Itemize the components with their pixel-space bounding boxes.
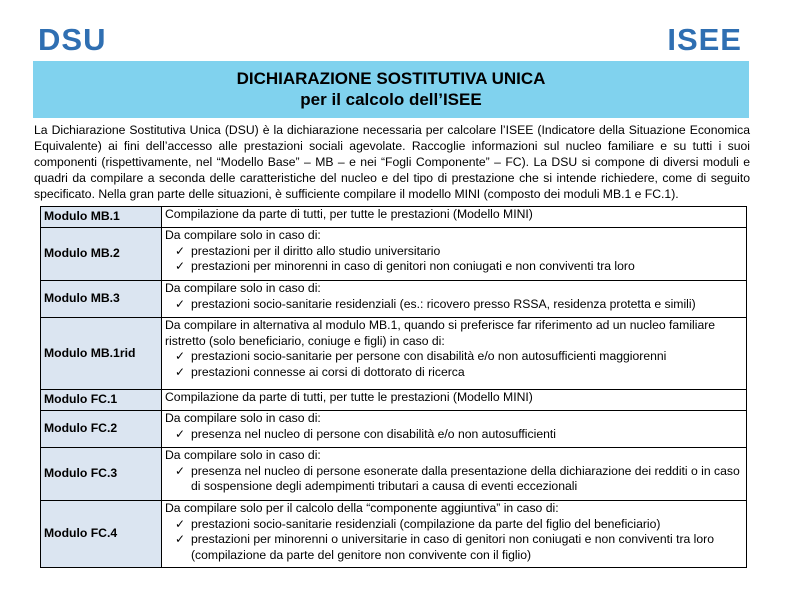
checkmark-icon: ✓ — [175, 364, 186, 379]
checklist-item — [165, 532, 743, 563]
table-row — [41, 207, 747, 228]
table-row — [41, 501, 747, 568]
module-name: Modulo MB.3 — [41, 281, 162, 318]
module-text: Da compilare solo in caso di: — [165, 448, 321, 462]
table-row — [41, 318, 747, 390]
header — [38, 22, 742, 62]
checkmark-icon: ✓ — [175, 516, 186, 531]
checkmark-icon: ✓ — [175, 426, 186, 441]
module-name: Modulo FC.2 — [41, 411, 162, 448]
checklist-item-text: prestazioni per il diritto allo studio universitario — [191, 243, 441, 258]
checklist-item — [165, 244, 743, 260]
table-row — [41, 228, 747, 281]
module-description — [162, 411, 747, 448]
checkmark-icon: ✓ — [175, 243, 186, 258]
checklist-item-text: prestazioni socio-sanitarie residenziali (compilazione da parte del figlio del beneficiario) — [191, 516, 661, 531]
checklist-item-text: presenza nel nucleo di persone con disabilità e/o non autosufficienti — [191, 426, 556, 441]
checklist-item — [165, 365, 743, 381]
checklist-item — [165, 464, 743, 495]
module-name: Modulo MB.1 — [41, 207, 162, 228]
module-description — [162, 207, 747, 228]
checklist-item-text: presenza nel nucleo di persone esonerate dalla presentazione della dichiarazione dei redditi o in caso di sospensione degli adempimenti tributari a causa di eventi eccezionali — [191, 463, 740, 494]
module-text: Da compilare solo in caso di: — [165, 411, 321, 425]
module-name: Modulo FC.3 — [41, 448, 162, 501]
checklist-item — [165, 297, 743, 313]
module-description — [162, 281, 747, 318]
module-description — [162, 228, 747, 281]
title-banner — [33, 61, 749, 118]
checklist-item-text: prestazioni per minorenni in caso di genitori non coniugati e non conviventi tra loro — [191, 259, 635, 274]
table-row — [41, 390, 747, 411]
checklist-item — [165, 427, 743, 443]
module-text: Da compilare solo in caso di: — [165, 281, 321, 295]
module-name: Modulo MB.1rid — [41, 318, 162, 390]
module-name: Modulo MB.2 — [41, 228, 162, 281]
checklist-item — [165, 349, 743, 365]
checklist-item — [165, 517, 743, 533]
table-row — [41, 411, 747, 448]
modules-table — [40, 206, 747, 568]
table-row — [41, 448, 747, 501]
module-text: Da compilare solo per il calcolo della “componente aggiuntiva” in caso di: — [165, 501, 559, 515]
checkmark-icon: ✓ — [175, 259, 186, 274]
document-subtitle: per il calcolo dell’ISEE — [300, 90, 482, 109]
intro-paragraph: La Dichiarazione Sostitutiva Unica (DSU) è la dichiarazione necessaria per calcolare l’ISEE (Indicatore della Situazione Economica Equivalente) ai fini dell’accesso alle prestazioni sociali agevolate. Raccoglie informazioni sul nucleo familiare e su tutti i suoi componenti (rispettivamente, nel “Modello Base” – MB – e nei “Fogli Componente” – FC). La DSU si compone di diversi moduli e quadri da compilare a seconda delle caratteristiche del nucleo e del tipo di prestazione che si intende richiedere, come di seguito specificato. Nella gran parte delle situazioni, è sufficiente compilare il modello MINI (composto dei moduli MB.1 e FC.1). — [34, 123, 750, 201]
document-title: DICHIARAZIONE SOSTITUTIVA UNICA — [236, 69, 546, 88]
module-text: Da compilare in alternativa al modulo MB.1, quando si preferisce far riferimento ad un nucleo familiare ristretto (solo beneficiario, coniuge e figli) in caso di: — [165, 318, 716, 348]
checkmark-icon: ✓ — [175, 532, 186, 547]
checkmark-icon: ✓ — [175, 463, 186, 478]
module-name: Modulo FC.1 — [41, 390, 162, 411]
module-name: Modulo FC.4 — [41, 501, 162, 568]
checklist-item-text: prestazioni socio-sanitarie per persone con disabilità e/o non autosufficienti maggiorenni — [191, 349, 667, 364]
checkmark-icon: ✓ — [175, 349, 186, 364]
checklist-item-text: prestazioni per minorenni o universitarie in caso di genitori non coniugati e non conviventi tra loro (compilazione da parte del genitore non convivente con il figlio) — [191, 532, 715, 562]
module-text: Da compilare solo in caso di: — [165, 228, 321, 242]
module-description — [162, 448, 747, 501]
table-row — [41, 281, 747, 318]
checklist-item — [165, 259, 743, 275]
module-description — [162, 390, 747, 411]
checklist-item-text: prestazioni connesse ai corsi di dottorato di ricerca — [191, 364, 465, 379]
dsu-brand: DSU — [38, 22, 107, 57]
module-description — [162, 501, 747, 568]
module-text: Compilazione da parte di tutti, per tutte le prestazioni (Modello MINI) — [165, 390, 533, 404]
module-text: Compilazione da parte di tutti, per tutte le prestazioni (Modello MINI) — [165, 207, 533, 221]
checklist-item-text: prestazioni socio-sanitarie residenziali (es.: ricovero presso RSSA, residenza protetta e simili) — [191, 296, 696, 311]
module-description — [162, 318, 747, 390]
isee-brand: ISEE — [667, 22, 742, 57]
checkmark-icon: ✓ — [175, 296, 186, 311]
